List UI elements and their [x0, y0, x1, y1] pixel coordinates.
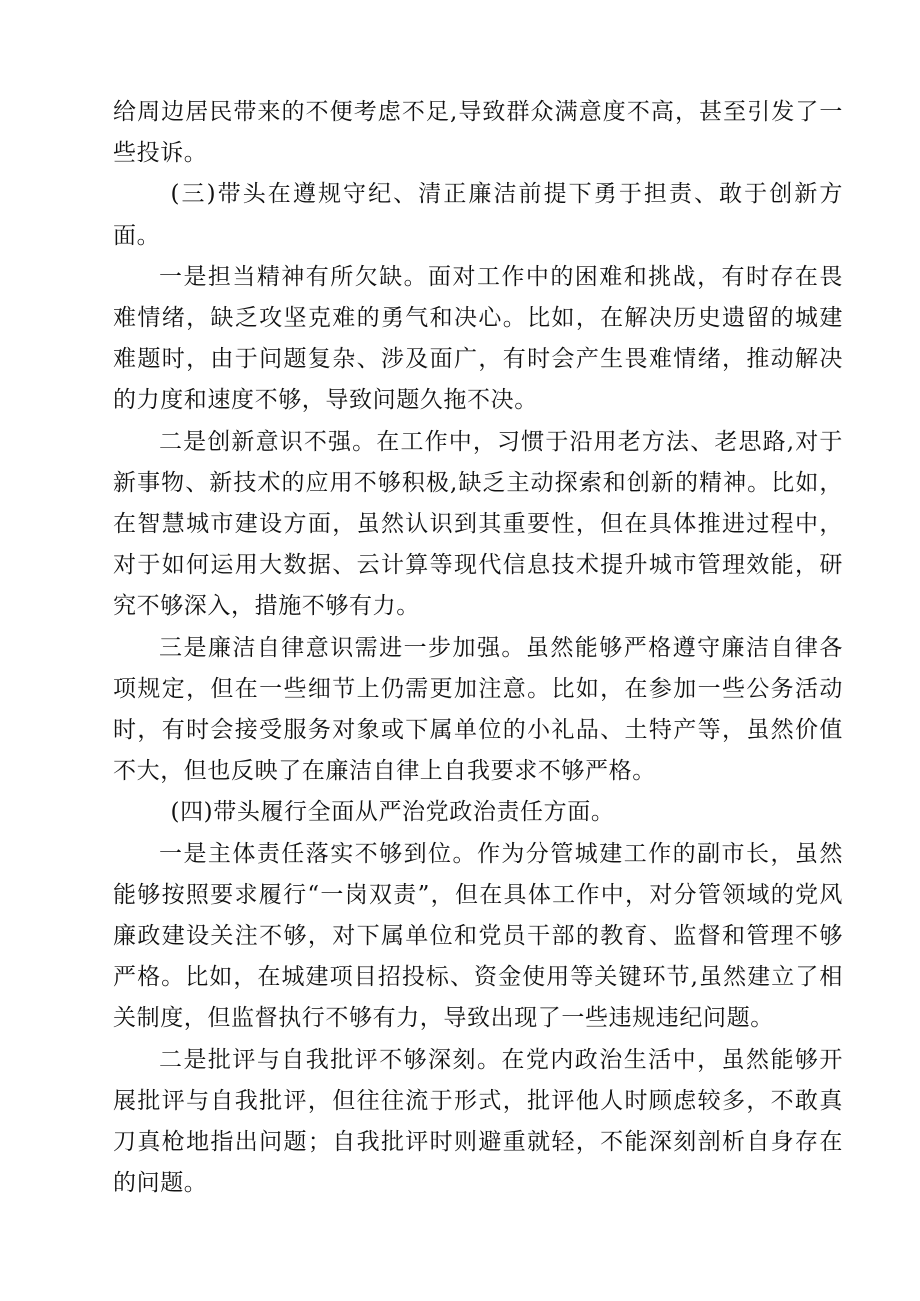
paragraph-4-2: 二是批评与自我批评不够深刻。在党内政治生活中，虽然能够开展批评与自我批评，但往往流于形式，批评他人时顾虑较多，不敢真刀真枪地指出问题；自我批评时则避重就轻，不能深刻剖析自身存在的问题。 — [113, 1046, 843, 1197]
paragraph-continuation: 给周边居民带来的不便考虑不足,导致群众满意度不高，甚至引发了一些投诉。 — [113, 99, 843, 167]
paragraph-3-2: 二是创新意识不强。在工作中，习惯于沿用老方法、老思路,对于新事物、新技术的应用不够积极,缺乏主动探索和创新的精神。比如，在智慧城市建设方面，虽然认识到其重要性，但在具体推进过程中，对于如何运用大数据、云计算等现代信息技术提升城市管理效能，研究不够深入，措施不够有力。 — [113, 428, 843, 620]
section-heading-4: (四)带头履行全面从严治党政治责任方面。 — [170, 799, 615, 826]
paragraph-4-1: 一是主体责任落实不够到位。作为分管城建工作的副市长，虽然能够按照要求履行“一岗双责”，但在具体工作中，对分管领域的党风廉政建设关注不够，对下属单位和党员干部的教育、监督和管理不够严格。比如，在城建项目招投标、资金使用等关键环节,虽然建立了相关制度，但监督执行不够有力，导致出现了一些违规违纪问题。 — [113, 840, 843, 1032]
section-heading-3: (三)带头在遵规守纪、清正廉洁前提下勇于担责、敢于创新方面。 — [113, 181, 843, 249]
paragraph-3-1: 一是担当精神有所欠缺。面对工作中的困难和挑战，有时存在畏难情绪，缺乏攻坚克难的勇气和决心。比如，在解决历史遗留的城建难题时，由于问题复杂、涉及面广，有时会产生畏难情绪，推动解决的力度和速度不够，导致问题久拖不决。 — [113, 263, 843, 414]
paragraph-3-3: 三是廉洁自律意识需进一步加强。虽然能够严格遵守廉洁自律各项规定，但在一些细节上仍需更加注意。比如，在参加一些公务活动时，有时会接受服务对象或下属单位的小礼品、土特产等，虽然价值不大，但也反映了在廉洁自律上自我要求不够严格。 — [113, 634, 843, 785]
document-body — [113, 92, 843, 1204]
